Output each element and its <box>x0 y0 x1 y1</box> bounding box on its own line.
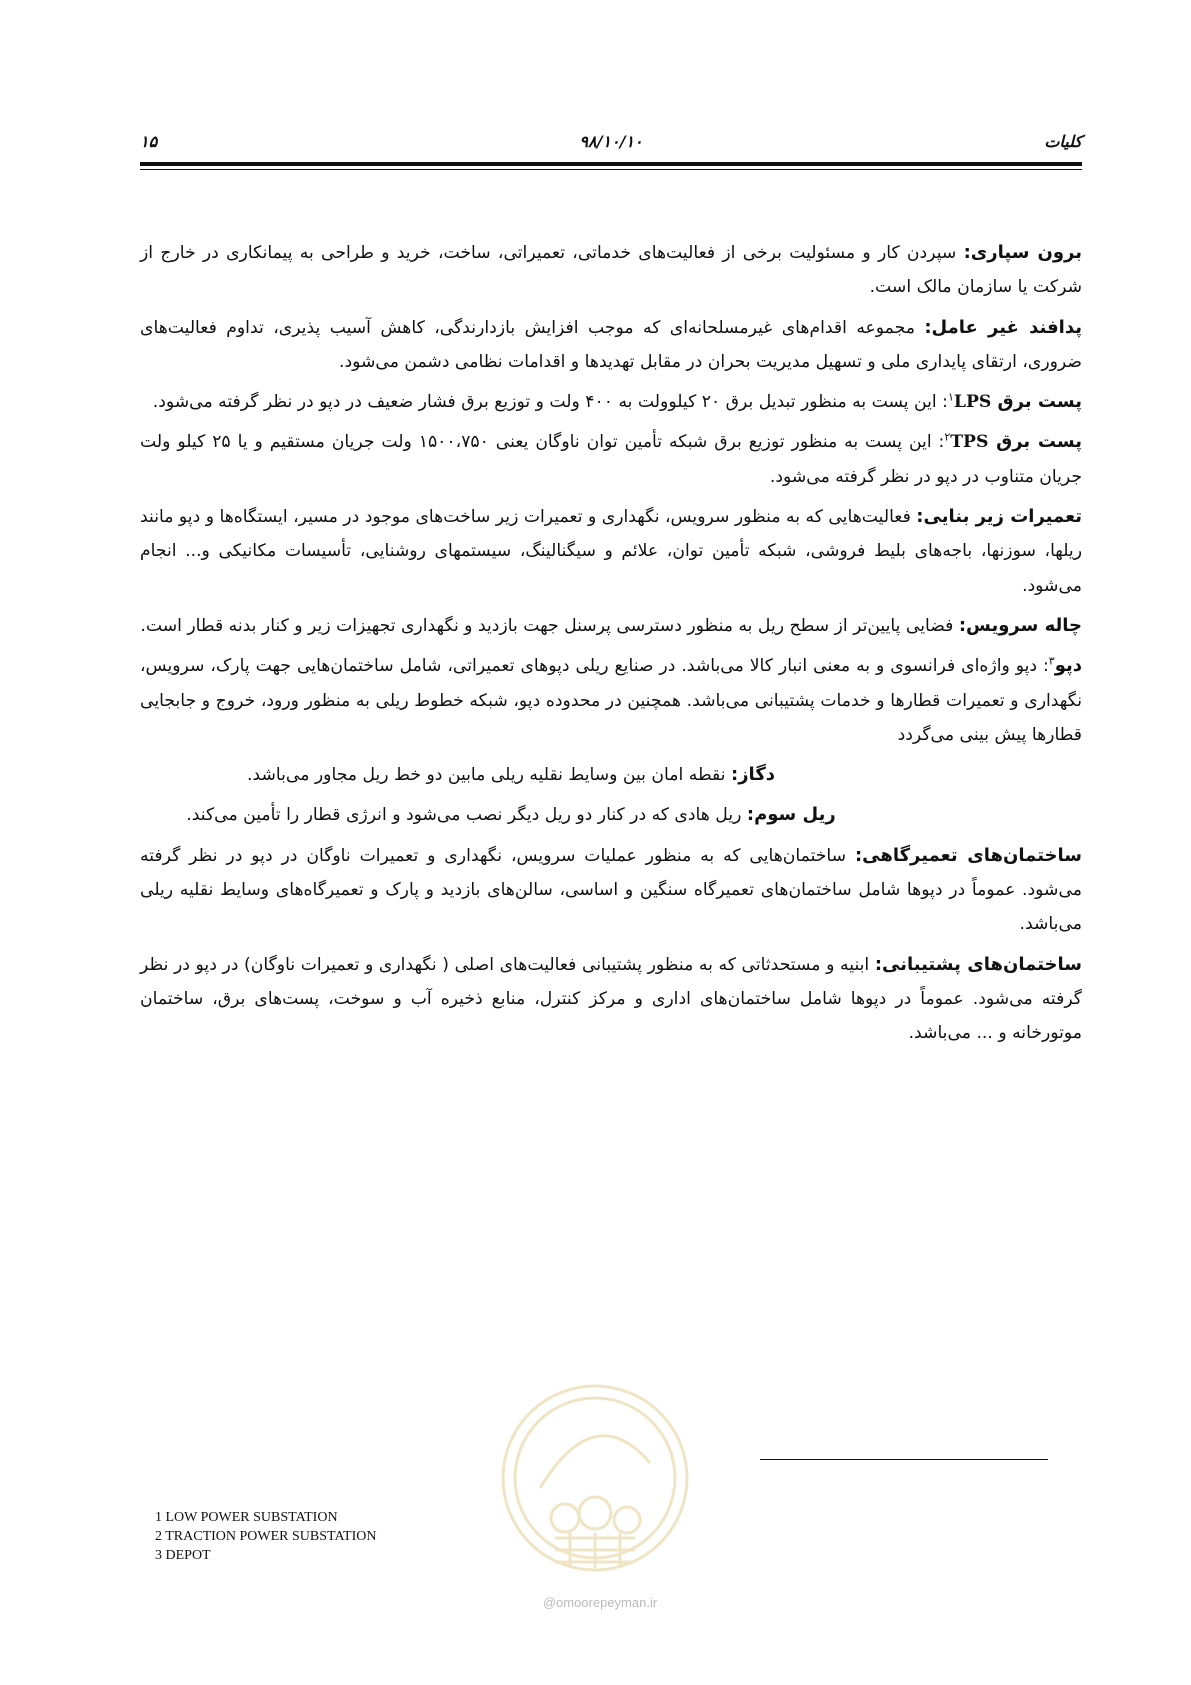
definition-abbreviation: LPS <box>953 392 992 413</box>
definition-abbreviation: TPS <box>950 432 989 453</box>
definition-term: برون سپاری: <box>963 242 1083 263</box>
definition-paragraph <box>140 425 1082 494</box>
watermark-site: @omoorepeyman.ir <box>542 1595 658 1610</box>
definition-term: دگاز: <box>731 764 776 786</box>
definition-paragraph <box>140 609 1082 643</box>
definition-text: فضایی پایین‌تر از سطح ریل به منظور دسترسی پرسنل جهت بازدید و نگهداری تجهیزات زیر و کنار بدنه قطار است. <box>140 615 959 636</box>
definition-paragraph <box>140 500 1082 603</box>
definition-text: ساختمان‌هایی که به منظور عملیات سرویس، نگهداری و تعمیرات ناوگان در دپو در نظر گرفته می‌شود. عموماً در دپوها شامل ساختمان‌های تعمیرگاه سنگین و اساسی، سالن‌های بازدید و پارک و تعمیرگاه‌های وسایط نقلیه ریلی می‌باشد. <box>140 845 1082 935</box>
footnote-item: 2 TRACTION POWER SUBSTATION <box>155 1529 377 1544</box>
footnote-ref: ۳ <box>1048 654 1055 668</box>
definition-paragraph <box>140 839 1082 942</box>
definition-paragraph <box>140 385 1082 419</box>
header-rule-thin <box>140 169 1082 170</box>
definition-term: تعمیرات زیر بنایی: <box>916 506 1082 528</box>
definition-term: پدافند غیر عامل: <box>924 316 1082 338</box>
definition-term: ساختمان‌های تعمیرگاهی: <box>854 844 1082 866</box>
chapter-title: کلیات <box>1044 132 1082 151</box>
definition-paragraph <box>140 948 1082 1051</box>
definition-paragraph <box>140 311 1082 380</box>
page-header <box>140 128 1082 156</box>
footnote-item: 1 LOW POWER SUBSTATION <box>155 1510 338 1525</box>
definition-term: دپو <box>1054 655 1082 677</box>
definition-term: ریل سوم: <box>746 804 836 826</box>
definition-term: ساختمان‌های پشتیبانی: <box>874 953 1082 975</box>
definition-term: چاله سرویس: <box>958 614 1082 636</box>
definition-term: پست برق <box>991 391 1082 413</box>
definition-text: نقطه امان بین وسایط نقلیه ریلی مابین دو خط ریل مجاور می‌باشد. <box>246 765 731 786</box>
definition-text: : دپو واژه‌ای فرانسوی و به معنی انبار کالا می‌باشد. در صنایع ریلی دپوهای تعمیراتی، شامل ساختمان‌هایی جهت پارک، سرویس، نگهداری و تعمیرات قطارها و خدمات پشتیبانی می‌باشد. همچنین در محدوده دپو، شبکه خطوط ریلی به منظور ورود، خروج و جابجایی قطارها پیش بینی می‌گردد <box>140 656 1082 745</box>
definition-text: : این پست به منظور توزیع برق شبکه تأمین توان ناوگان یعنی ۱۵۰۰،۷۵۰ ولت جریان مستقیم و یا ۲۵ کیلو ولت جریان متناوب در دپو در نظر گرفته می‌شود. <box>140 432 1082 487</box>
definition-text: فعالیت‌هایی که به منظور سرویس، نگهداری و تعمیرات زیر ساخت‌های موجود در مسیر، ایستگاه‌ها و دپو مانند ریلها، سوزنها، باجه‌های بلیط فروشی، شبکه تأمین توان، علائم و سیگنالینگ، سیستمهای روشنایی، تأسیسات مکانیکی و... انجام می‌شود. <box>140 507 1082 596</box>
page-number: ۱۵ <box>140 132 158 151</box>
footnote-item: 3 DEPOT <box>155 1548 211 1563</box>
definition-text: سپردن کار و مسئولیت برخی از فعالیت‌های خدماتی، تعمیراتی، ساخت، خرید و طراحی به پیمانکاری در خارج از شرکت یا سازمان مالک است. <box>140 243 1082 298</box>
footnotes <box>155 1508 555 1565</box>
footnote-separator <box>760 1459 1048 1460</box>
definition-paragraph <box>140 758 1082 792</box>
definition-paragraph <box>140 236 1082 305</box>
definition-term: پست برق <box>988 431 1082 453</box>
definition-paragraph <box>140 649 1082 752</box>
definition-text: ابنیه و مستحدثاتی که به منظور پشتیبانی فعالیت‌های اصلی ( نگهداری و تعمیرات ناوگان) در دپو در نظر گرفته می‌شود. عموماً در دپوها شامل ساختمان‌های اداری و مرکز کنترل، منابع ذخیره آب و سوخت، پست‌های برق، ساختمان موتورخانه و ... می‌باشد. <box>140 954 1082 1044</box>
footnote-ref: ۲ <box>944 430 951 444</box>
footnote-ref: ۱ <box>947 390 954 404</box>
definition-paragraph <box>140 798 1082 832</box>
header-rule-thick <box>140 162 1082 166</box>
definitions-body <box>140 236 1082 1057</box>
definition-text: مجموعه اقدام‌های غیرمسلحانه‌ای که موجب افزایش بازدارندگی، کاهش آسیب پذیری، تداوم فعالیت‌های ضروری، ارتقای پایداری ملی و تسهیل مدیریت بحران در مقابل تهدیدها و اقدامات نظامی دشمن می‌شود. <box>140 317 1082 372</box>
definition-text: : این پست به منظور تبدیل برق ۲۰ کیلوولت به ۴۰۰ ولت و توزیع برق فشار ضعیف در دپو در نظر گرفته می‌شود. <box>152 392 948 413</box>
definition-text: ریل هادی که در کنار دو ریل دیگر نصب می‌شود و انرژی قطار را تأمین می‌کند. <box>186 805 747 826</box>
header-date: ۹۸/۱۰/۱۰ <box>579 132 643 151</box>
